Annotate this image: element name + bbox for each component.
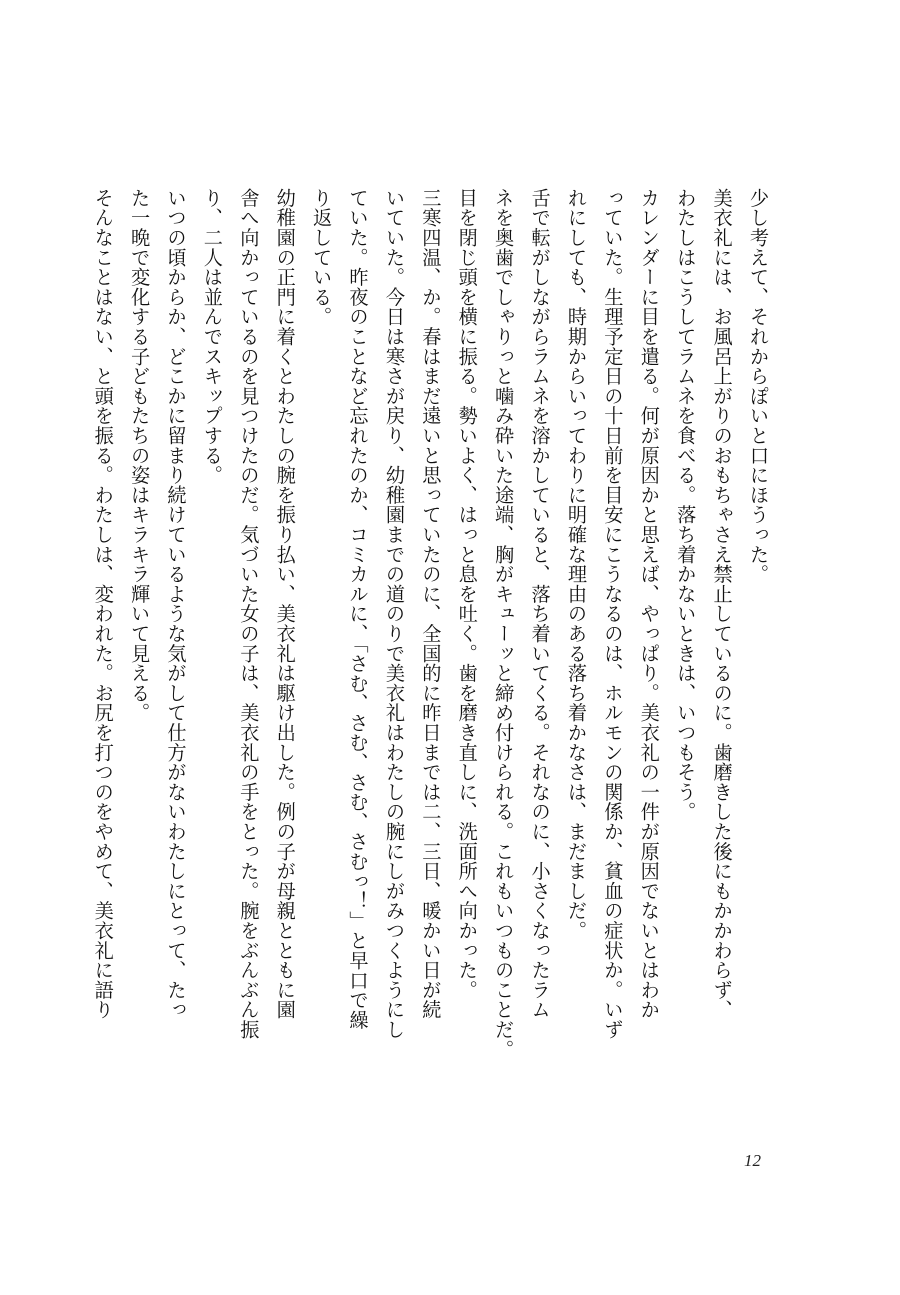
novel-body-text [91, 188, 776, 1128]
text-line: 三寒四温、か。春はまだ遠いと思っていたのに、全国的に昨日までは二、三日、暖かい日が続 [419, 188, 443, 1020]
text-line: 目を閉じ頭を横に振る。勢いよく、はっと息を吐く。歯を磨き直しに、洗面所へ向かった。 [455, 188, 479, 1000]
text-line: ネを奥歯でしゃりっと噛み砕いた途端、胸がキューッと締め付けられる。これもいつものことだ。 [492, 188, 516, 1060]
page-number: 12 [744, 1151, 761, 1170]
text-line: そんなことはない、と頭を振る。わたしは、変われた。お尻を打つのをやめて、美衣礼に語り [91, 188, 115, 1020]
text-line: わたしはこうしてラムネを食べる。落ち着かないときは、いつもそう。 [674, 188, 698, 822]
text-line: 幼稚園の正門に着くとわたしの腕を振り払い、美衣礼は駆け出した。例の子が母親とともに園 [273, 188, 297, 1020]
text-line: 舎へ向かっているのを見つけたのだ。気づいた女の子は、美衣礼の手をとった。腕をぶんぶん振 [237, 188, 261, 1040]
text-line: 美衣礼には、お風呂上がりのおもちゃさえ禁止しているのに。歯磨きした後にもかかわらず、 [710, 188, 734, 1020]
text-line: 少し考えて、それからぽいと口にほうった。 [747, 188, 770, 584]
text-line: いつの頃からか、どこかに留まり続けているような気がして仕方がないわたしにとって、たっ [164, 188, 188, 1020]
text-line: カレンダーに目を遣る。何が原因かと思えば、やっぱり。美衣礼の一件が原因でないとはわか [637, 188, 661, 1020]
text-line: ていた。昨夜のことなど忘れたのか、コミカルに、「さむ、さむ、さむ、さむっ！」と早口で繰 [346, 188, 370, 1030]
text-line: 舌で転がしながらラムネを溶かしていると、落ち着いてくる。それなのに、小さくなったラム [528, 188, 552, 1020]
text-line: り、二人は並んでスキップする。 [200, 188, 224, 485]
text-line: っていた。生理予定日の十日前を目安にこうなるのは、ホルモンの関係か、貧血の症状か。いず [601, 188, 625, 1040]
text-line: た一晩で変化する子どもたちの姿はキラキラ輝いて見える。 [128, 188, 152, 723]
text-line: いていた。今日は寒さが戻り、幼稚園までの道のりで美衣礼はわたしの腕にしがみつくようにし [382, 188, 406, 1040]
text-line: り返している。 [310, 188, 334, 327]
text-line: れにしても、時期からいってわりに明確な理由のある落ち着かなさは、まだましだ。 [564, 188, 588, 941]
